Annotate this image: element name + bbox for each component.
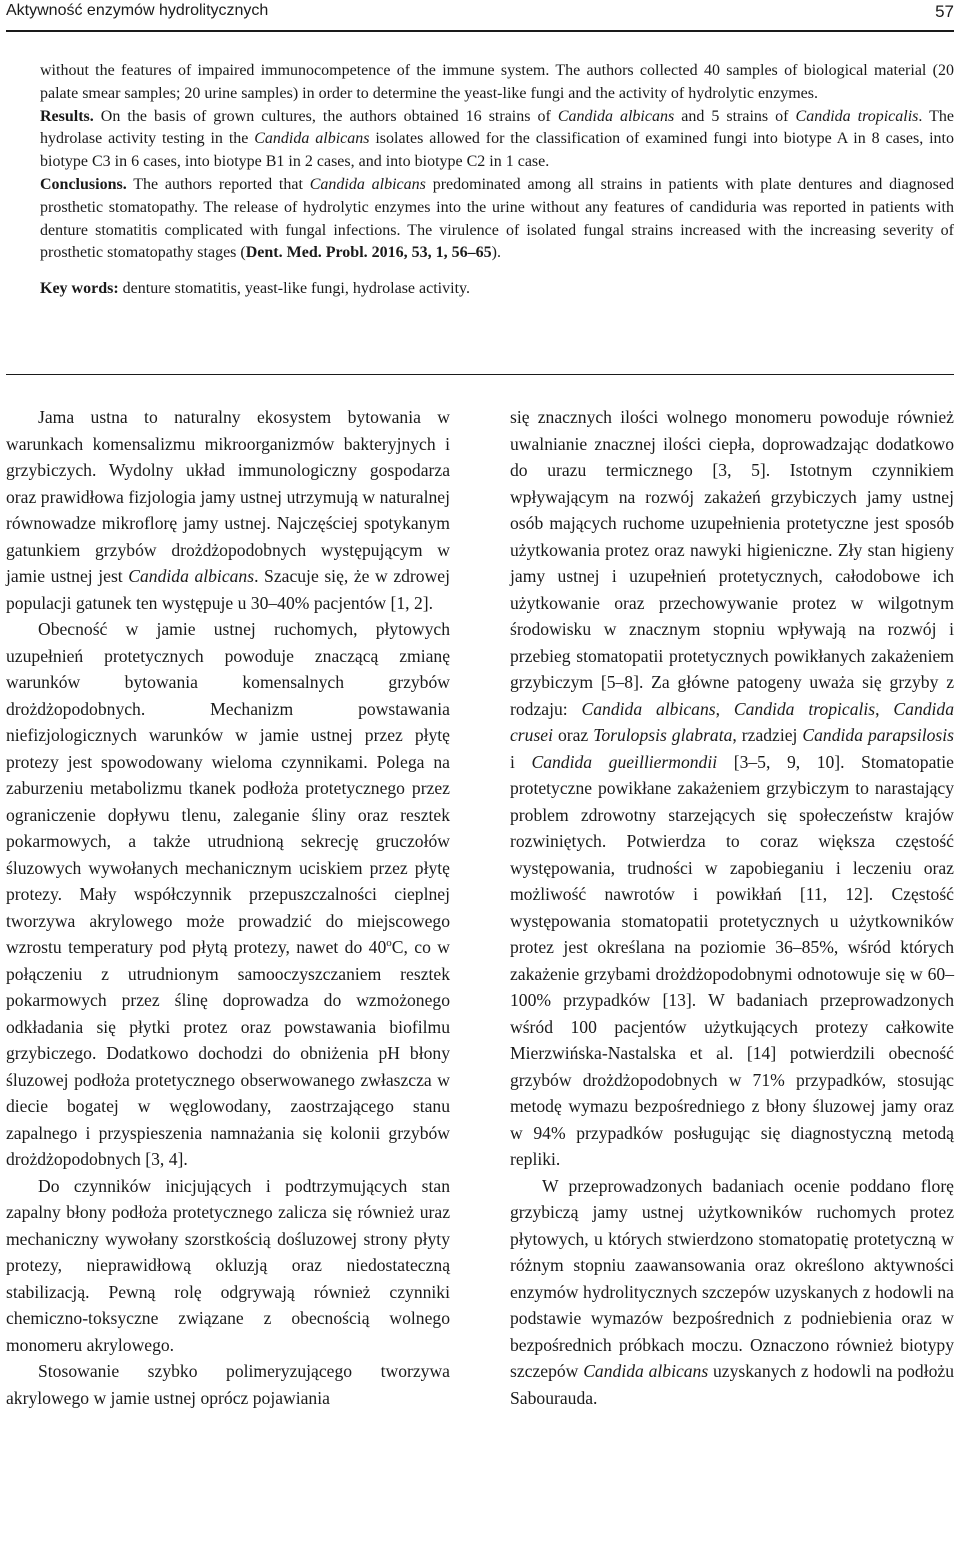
results-text: On the basis of grown cultures, the authors obtained 16 strains of — [93, 107, 558, 125]
conclusions-text: ). — [491, 244, 501, 262]
citation: Dent. Med. Probl. 2016, 53, 1, 56–65 — [245, 244, 492, 262]
paragraph-text: się znacznych ilości wolnego monomeru powoduje również uwalnianie znacznej ilości ciepła, doprowadzając dodatkowo do urazu termicznego [3, 5]. Istotnym czynnikiem wpływającym na rozwój zakażeń grzybiczych jamy ustnej osób mających ruchome uzupełnienia protetyczne jest sposób użytkowania protez oraz nawyki higieniczne. Zły stan higieny jamy ustnej i uzupełnień protetycznych, całodobowe ich użytkowanie oraz przechowywanie protez w wilgotnym środowisku w znacznym stopniu wpływają na rozwój i przebieg stomatopatii protetycznych powikłanych zakażeniem grzybiczym [5–8]. Za główne patogeny uważa się grzyby z rodzaju: — [510, 407, 954, 719]
abstract-results — [40, 106, 954, 174]
species-name: Candida albicans — [583, 1361, 709, 1381]
paragraph-text: W przeprowadzonych badaniach ocenie poddano florę grzybiczą jamy ustnej użytkowników ruchomych protez płytowych, u których stwierdzono stomatopatię protetyczną w różnym stopniu zaawansowania oraz określono aktywności enzymów hydrolitycznych szczepów uzyskanych z hodowli na podstawie wymazów bezpośrednich z podniebienia oraz w bezpośrednich próbkach moczu. Oznaczono również biotypy szczepów — [510, 1175, 954, 1381]
species-name: Candida gueilliermondii — [531, 751, 718, 772]
results-text: and 5 strains of — [674, 107, 796, 125]
degree-sign: o — [386, 937, 392, 950]
paragraph-text: i — [510, 751, 532, 772]
keywords-text: denture stomatitis, yeast-like fungi, hydrolase activity. — [118, 280, 470, 298]
paragraph-text: , — [715, 698, 734, 719]
paragraph-text: Stosowanie szybko polimeryzującego tworzywa akrylowego w jamie ustnej oprócz pojawiania — [6, 1361, 450, 1408]
paragraph — [510, 1173, 954, 1412]
paragraph-text: [3–5, 9, 10]. Stomatopatie protetyczne powikłane zakażeniem grzybiczym to narastający problem zdrowotny starzejących się społeczeństw krajów rozwiniętych. Potwierdza to coraz większa częstość występowania, trudności w zapobieganiu i leczeniu oraz możliwość nawrotów i powikłań [11, 12]. Częstość występowania stomatopatii protetycznych u użytkowników protez jest określana na poziomie 36–85%, wśród których zakażenie grzybami drożdżopodobnymi odnotowuje się w 60–100% przypadków [13]. W badaniach przeprowadzonych wśród 100 pacjentów użytkujących protezy całkowite Mierzwińska-Nastalska et al. [14] potwierdzili obecność grzybów drożdżopodobnych w 71% przypadków, stosując metodę wymazu bezpośredniego z błony śluzowej jamy oraz w 94% przypadków posługując się diagnostyczną metodą repliki. — [510, 751, 954, 1169]
paragraph-text: Obecność w jamie ustnej ruchomych, płytowych uzupełnień protetycznych powoduje znaczącą zmianę warunków bytowania komensalnych grzybów drożdżopodobnych. Mechanizm powstawania niefizjologicznych warunków w jamie ustnej przez płytę protezy jest spowodowany wieloma czynnikami. Polega na zaburzeniu metabolizmu tkanek podłoża protetycznego przez ograniczenie dopływu tlenu, zaleganie śliny oraz resztek pokarmowych, a także utrudnioną sekrecję gruczołów śluzowych wywołanych mechanicznym uciskiem przez płytę protezy. Mały współczynnik przepuszczalności cieplnej tworzywa akrylowego może prowadzić do miejscowego wzrostu temperatury pod płytą protezy, nawet do 40 — [6, 619, 450, 957]
running-title: Aktywność enzymów hydrolitycznych — [6, 2, 269, 19]
body-column-right — [510, 404, 954, 1411]
species-name: Candida parapsilosis — [802, 725, 954, 745]
section-divider — [6, 374, 954, 375]
species-name: Candida tropicalis — [795, 107, 919, 125]
species-name: Candida albicans — [309, 175, 426, 193]
paragraph — [6, 1358, 450, 1411]
results-label: Results. — [40, 107, 94, 125]
species-name: Candida albicans — [254, 130, 370, 148]
paragraph — [6, 1173, 450, 1359]
species-name: Candida albicans — [557, 107, 675, 125]
abstract-methods-text: without the features of impaired immunocompetence of the immune system. The authors collected 40 samples of biological material (20 palate smear samples; 20 urine samples) in order to determine the yeast-like fungi and the activity of hydrolytic enzymes. — [40, 62, 954, 102]
page-number: 57 — [935, 2, 954, 21]
paragraph-text: , rzadziej — [732, 725, 803, 745]
conclusions-label: Conclusions. — [40, 175, 127, 193]
species-name: Candida crusei — [510, 698, 955, 745]
species-name: Torulopsis glabrata — [593, 725, 733, 745]
paragraph-text: Jama ustna to naturalny ekosystem bytowania w warunkach komensalizmu mikroorganizmów bakteryjnych i grzybiczych. Wydolny układ immunologiczny gospodarza oraz prawidłowa fizjologia jamy ustnej utrzymują w naturalnej równowadze mikroflorę jamy ustnej. Najczęściej spotykanym gatunkiem grzybów drożdżopodobnych występującym w jamie ustnej jest — [6, 407, 450, 586]
conclusions-text: The authors reported that — [126, 175, 310, 193]
paragraph-text: Do czynników inicjujących i podtrzymujących stan zapalny błony podłoża protetycznego zalicza się również uraz mechaniczny wywołany szorstkością dośluzowej strony płyty protezy, nieprawidłową okluzją oraz niedostateczną stabilizacją. Pewną rolę odgrywają również czynniki chemiczno-toksyczne związane z obecnością wolnego monomeru akrylowego. — [6, 1175, 450, 1355]
running-header — [6, 0, 954, 32]
body-column-left — [6, 404, 450, 1411]
species-name: Candida albicans — [581, 698, 716, 719]
results-text: isolates allowed for the classification of examined fungi into biotype A in 8 cases, into biotype C3 in 6 cases, into biotype B1 in 2 cases, and into biotype C2 in 1 case. — [40, 130, 954, 171]
paragraph-text: uzyskanych z hodowli na podłożu Sabourauda. — [510, 1361, 954, 1408]
abstract-conclusions — [40, 174, 954, 265]
keywords-label: Key words: — [40, 280, 119, 298]
species-name: Candida albicans — [128, 566, 255, 586]
results-text: . The hydrolase activity testing in the — [40, 107, 955, 148]
paragraph-text: , — [875, 698, 894, 719]
paragraph — [6, 616, 450, 1173]
abstract — [40, 60, 954, 301]
paragraph-text: oraz — [553, 725, 594, 745]
keywords — [40, 278, 954, 301]
abstract-methods — [40, 60, 954, 106]
paragraph-text: C, co w połączeniu z utrudnionym samooczyszczaniem resztek pokarmowych przez ślinę doprowadza do wzmożonego odkładania się płytki protez oraz powstawania biofilmu grzybiczego. Dodatkowo dochodzi do obniżenia pH błony śluzowej podłoża protetycznego obserwowanego zwłaszcza w diecie bogatej w węglowodany, zaostrzającego stanu zapalnego i przyspieszenia namnażania się kolonii grzybów drożdżopodobnych [3, 4]. — [6, 937, 451, 1169]
paragraph — [510, 404, 954, 1173]
conclusions-text: predominated among all strains in patients with plate dentures and diagnosed prosthetic stomatopathy. The release of hydrolytic enzymes into the urine without any features of candiduria was reported in patients with denture stomatitis complicated with fungal infections. The virulence of isolated fungal strains increased with the increasing severity of prosthetic stomatopathy stages ( — [40, 175, 954, 262]
species-name: Candida tropicalis — [733, 698, 876, 719]
paragraph-text: . Szacuje się, że w zdrowej populacji gatunek ten występuje u 30–40% pacjentów [1, 2]. — [6, 566, 450, 613]
paragraph — [6, 404, 450, 616]
